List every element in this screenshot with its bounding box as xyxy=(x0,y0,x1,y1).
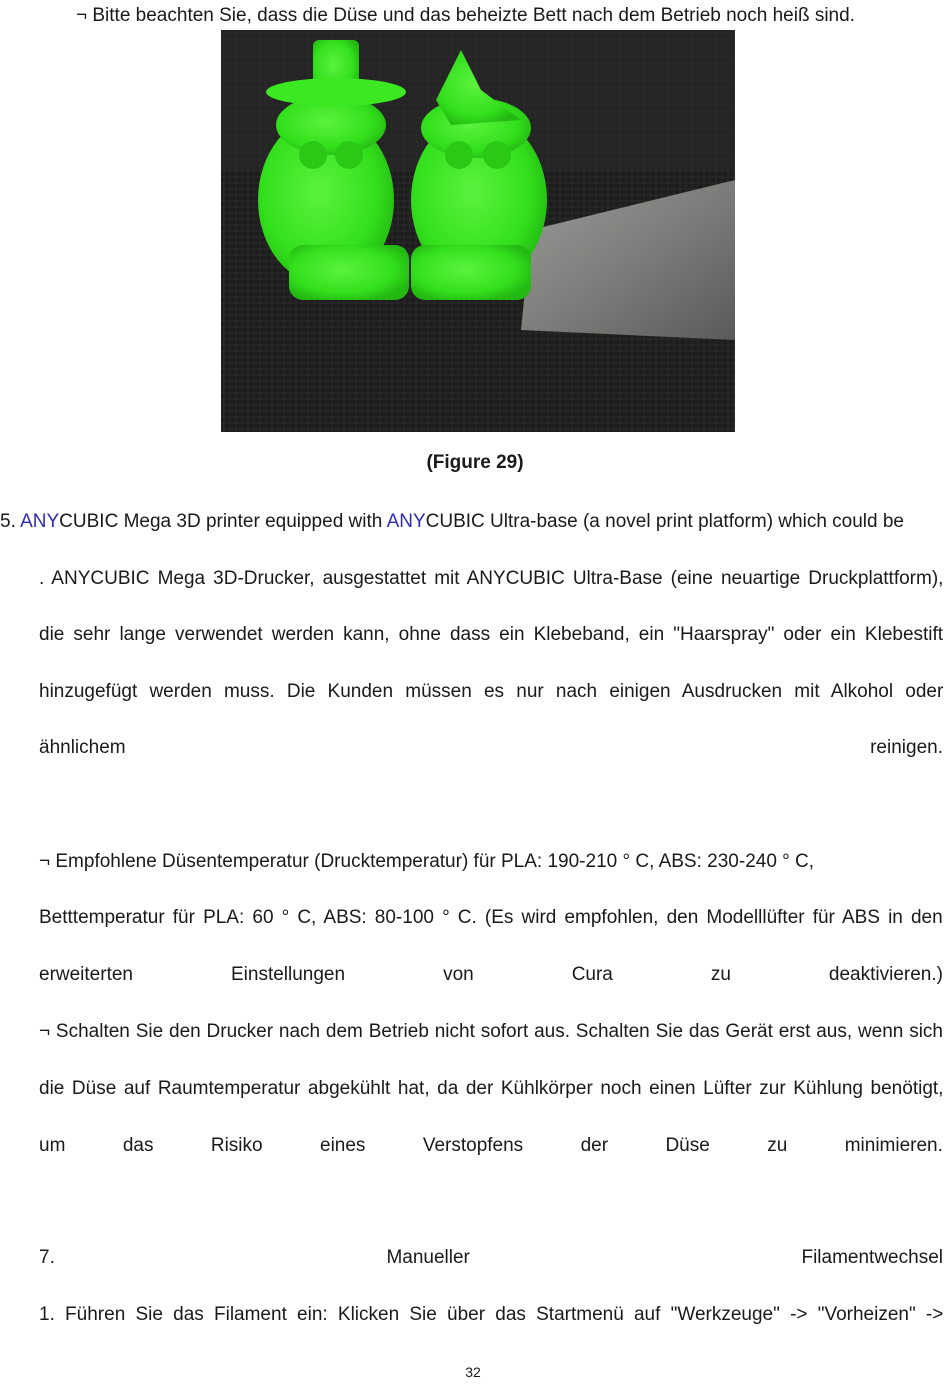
shutdown-line1: ¬ Schalten Sie den Drucker nach dem Betrieb nicht sofort aus. Schalten Sie das Gerät erst aus, wenn sich xyxy=(39,1021,944,1042)
shutdown-word: das xyxy=(122,1135,154,1156)
item5-line4-text: hinzugefügt werden muss. Die Kunden müssen es nur nach einigen Ausdrucken mit Alkohol oder xyxy=(39,681,944,702)
temps-line2: Betttemperatur für PLA: 60 ° C, ABS: 80-100 ° C. (Es wird empfohlen, den Modelllüfter für ABS in den xyxy=(39,907,943,928)
printed-owls-photo xyxy=(221,30,735,432)
item5-brand-highlight-2: ANY xyxy=(386,511,426,532)
shutdown-word: zu xyxy=(767,1135,788,1156)
top-warning-note: ¬ Bitte beachten Sie, dass die Düse und das beheizte Bett nach dem Betrieb noch heiß sind. xyxy=(76,5,855,26)
item5-line4 xyxy=(39,680,943,704)
step1-line: 1. Führen Sie das Filament ein: Klicken Sie über das Startmenü auf "Werkzeuge" -> "Vorheizen" -> xyxy=(39,1304,944,1325)
item5-line5-start: ähnlichem xyxy=(39,737,126,758)
temps-word: Einstellungen xyxy=(230,964,346,985)
item5-line1 xyxy=(0,510,904,534)
shutdown-word: eines xyxy=(320,1135,366,1156)
temps-word: zu xyxy=(710,964,731,985)
section7-word: Manueller xyxy=(386,1247,470,1268)
item5-line3: die sehr lange verwendet werden kann, ohne dass ein Klebeband, ein "Haarspray" oder ein Klebestift xyxy=(39,624,944,645)
item5-number: 5. xyxy=(0,511,16,532)
shutdown-word: Verstopfens xyxy=(422,1135,524,1156)
shutdown-word: Risiko xyxy=(210,1135,263,1156)
item5-text-1: CUBIC Mega 3D printer equipped with xyxy=(59,511,387,532)
shutdown-line3 xyxy=(39,1134,943,1158)
page-number: 32 xyxy=(465,1364,481,1380)
item5-line5-end: reinigen. xyxy=(870,737,943,758)
temps-line1: ¬ Empfohlene Düsentemperatur (Drucktemperatur) für PLA: 190-210 ° C, ABS: 230-240 ° C, xyxy=(39,851,815,872)
temps-word: Cura xyxy=(571,964,613,985)
shutdown-word: um xyxy=(39,1135,66,1156)
shutdown-word: minimieren. xyxy=(844,1135,943,1156)
section7-number: 7. xyxy=(39,1247,55,1268)
temps-word: von xyxy=(443,964,474,985)
section7-heading xyxy=(39,1246,943,1270)
shutdown-line2: die Düse auf Raumtemperatur abgekühlt hat, da der Kühlkörper noch einen Lüfter zur Kühlung benötigt, xyxy=(39,1078,944,1099)
temps-word: deaktivieren.) xyxy=(828,964,943,985)
item5-line5 xyxy=(39,736,943,760)
figure-caption: (Figure 29) xyxy=(426,452,524,473)
shutdown-word: Düse xyxy=(665,1135,710,1156)
item5-text-2: CUBIC Ultra-base (a novel print platform) which could be xyxy=(425,511,904,532)
temps-word: erweiterten xyxy=(39,964,133,985)
temps-line3 xyxy=(39,963,943,987)
shutdown-word: der xyxy=(580,1135,609,1156)
section7-word: Filamentwechsel xyxy=(801,1247,943,1268)
item5-brand-highlight-1: ANY xyxy=(20,511,60,532)
item5-line2: . ANYCUBIC Mega 3D-Drucker, ausgestattet mit ANYCUBIC Ultra-Base (eine neuartige Druckplattform), xyxy=(39,568,944,589)
